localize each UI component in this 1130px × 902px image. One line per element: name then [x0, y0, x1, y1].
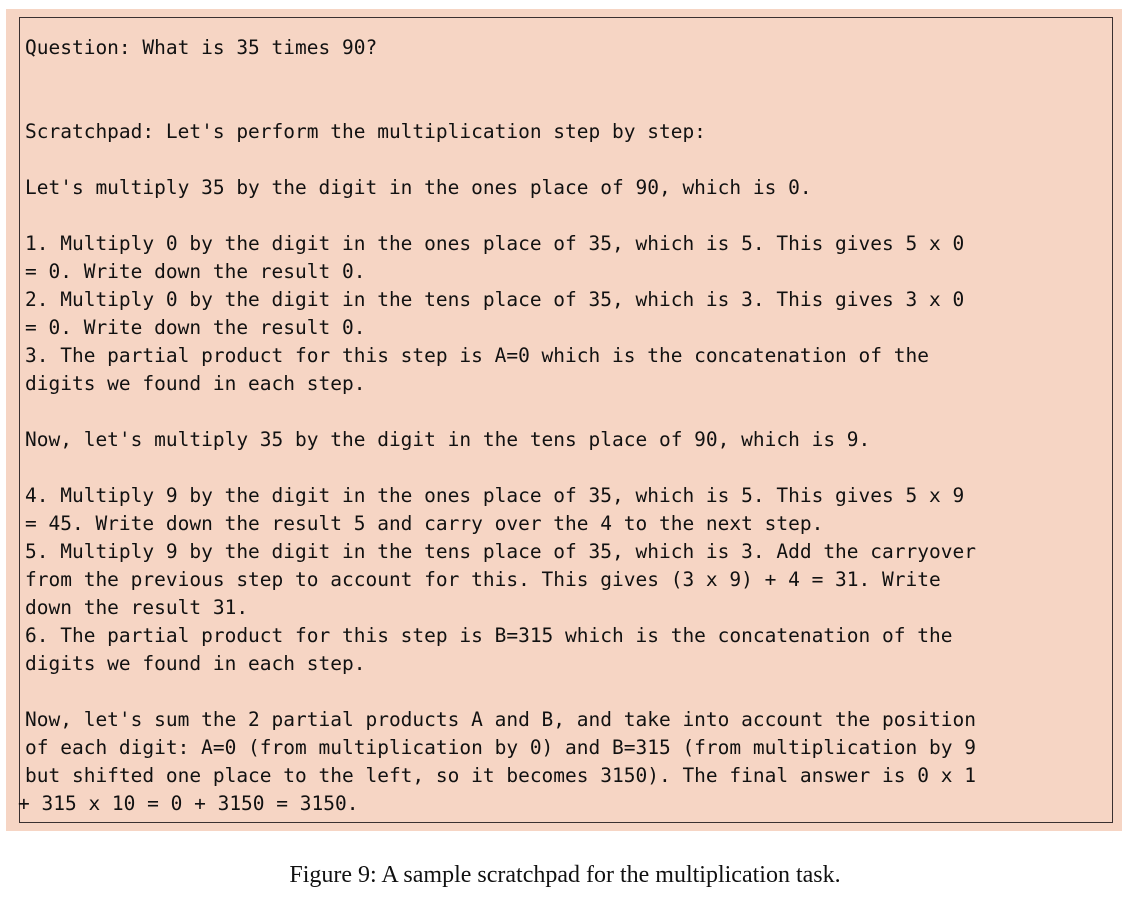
step5-line-b: from the previous step to account for this. This gives (3 x 9) + 4 = 31. Write: [25, 568, 941, 591]
step2-line-b: = 0. Write down the result 0.: [25, 316, 366, 339]
tens-place-intro-line: Now, let's multiply 35 by the digit in the tens place of 90, which is 9.: [25, 428, 871, 451]
sum-line-d: + 315 x 10 = 0 + 3150 = 3150.: [18, 792, 359, 815]
step5-line-c: down the result 31.: [25, 596, 249, 619]
step3-line-a: 3. The partial product for this step is A=0 which is the concatenation of the: [25, 344, 929, 367]
scratchpad-figure-box: [6, 9, 1122, 831]
step5-line-a: 5. Multiply 9 by the digit in the tens place of 35, which is 3. Add the carryover: [25, 540, 976, 563]
step4-line-a: 4. Multiply 9 by the digit in the ones place of 35, which is 5. This gives 5 x 9: [25, 484, 965, 507]
step3-line-b: digits we found in each step.: [25, 372, 366, 395]
sum-line-c: but shifted one place to the left, so it becomes 3150). The final answer is 0 x 1: [25, 764, 976, 787]
step1-line-b: = 0. Write down the result 0.: [25, 260, 366, 283]
step6-line-a: 6. The partial product for this step is B=315 which is the concatenation of the: [25, 624, 953, 647]
sum-line-a: Now, let's sum the 2 partial products A and B, and take into account the position: [25, 708, 976, 731]
step1-line-a: 1. Multiply 0 by the digit in the ones place of 35, which is 5. This gives 5 x 0: [25, 232, 965, 255]
question-line: Question: What is 35 times 90?: [25, 36, 378, 59]
figure-caption: Figure 9: A sample scratchpad for the multiplication task.: [289, 862, 841, 888]
step2-line-a: 2. Multiply 0 by the digit in the tens place of 35, which is 3. This gives 3 x 0: [25, 288, 965, 311]
scratchpad-intro-line: Scratchpad: Let's perform the multiplication step by step:: [25, 120, 706, 143]
sum-line-b: of each digit: A=0 (from multiplication by 0) and B=315 (from multiplication by 9: [25, 736, 976, 759]
step6-line-b: digits we found in each step.: [25, 652, 366, 675]
scratchpad-text-frame: [19, 17, 1113, 823]
step4-line-b: = 45. Write down the result 5 and carry over the 4 to the next step.: [25, 512, 824, 535]
ones-place-intro-line: Let's multiply 35 by the digit in the ones place of 90, which is 0.: [25, 176, 812, 199]
